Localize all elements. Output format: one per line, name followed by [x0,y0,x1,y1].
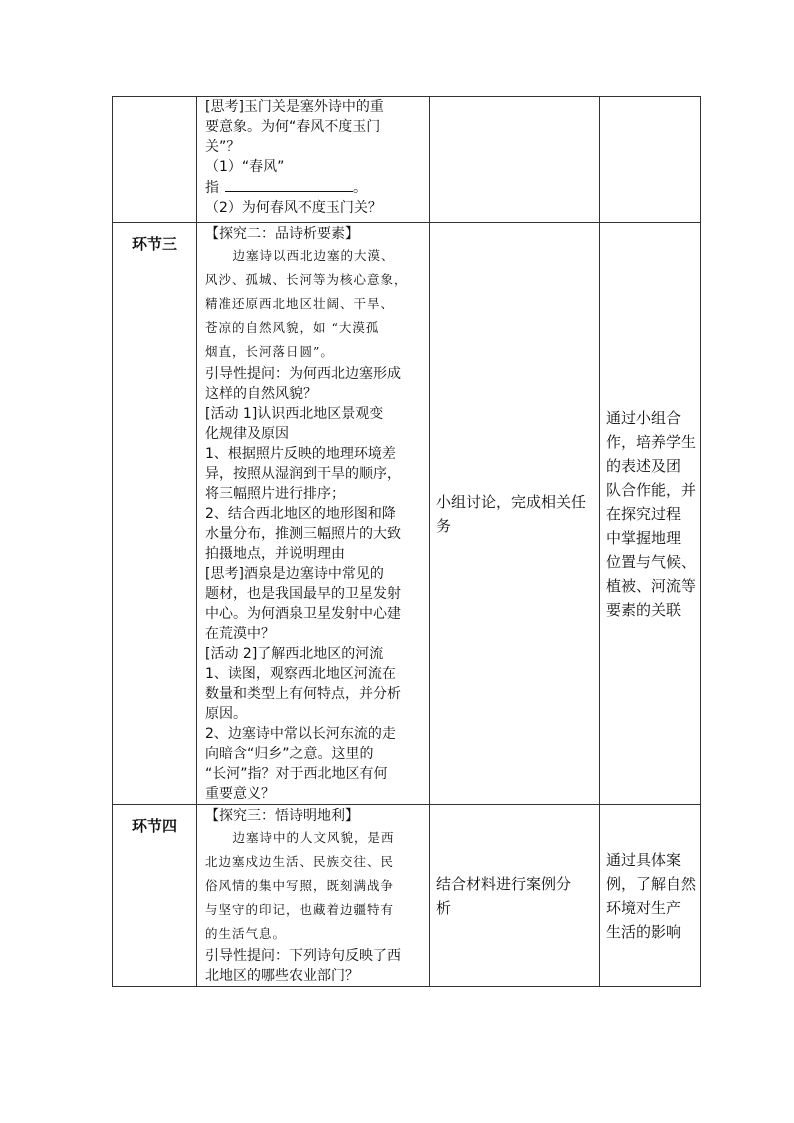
purpose-line: 环境对生产 [606,898,682,917]
purpose-line: 作，培养学生 [606,432,697,451]
poem-note-line: 边塞诗以西北边塞的大漠、 [232,248,395,263]
q1-zhi: 指 [205,180,219,196]
stage-cell [113,97,197,223]
purpose-line: 中掌握地理 [606,528,682,547]
lesson-plan-table [112,96,701,987]
purpose-line: 通过小组合 [606,408,682,427]
purpose-line: 例，了解自然 [606,874,697,893]
q1-answer-line [197,177,429,198]
purpose-line: 通过具体案 [606,850,682,869]
text-line: 向暗含“归乡”之意。这里的 [205,746,374,762]
text-line: 异，按照从湿润到干旱的顺序， [205,466,401,482]
text-line: “长河”指？对于西北地区有何 [205,766,388,782]
content-cell [197,97,430,223]
poem-note-line: 苍凉的自然风貌，如 “大漠孤 [205,320,380,335]
text-line: 水量分布，推测三幅照片的大致 [205,526,401,542]
content-cell [197,805,430,987]
text-line: 北地区的哪些农业部门？ [205,968,359,984]
student-activity-cell [430,223,600,805]
text-line: 化规律及原因 [205,426,289,442]
stage-label: 环节四 [113,805,197,987]
text-line: 引导性提问：下列诗句反映了西 [205,948,401,964]
q2: （2）为何春风不度玉门关？ [205,200,382,216]
text-line: 将三幅照片进行排序； [205,486,345,502]
student-activity-line: 结合材料进行案例分 [436,874,572,893]
purpose-line: 队合作能，并 [606,480,697,499]
poem-note-line: 的生活气息。 [205,926,287,941]
content-cell [197,223,430,805]
text-line: [思考]酒泉是边塞诗中常见的 [205,566,384,582]
purpose-line: 在探究过程 [606,504,682,523]
poem-note-line: 边塞诗中的人文风貌，是西 [232,830,395,845]
text-line: [活动 1]认识西北地区景观变 [205,406,384,422]
poem-note-line: 烟直，长河落日圆”。 [205,344,334,359]
design-purpose-cell [600,97,701,223]
student-activity-line: 务 [436,516,452,535]
poem-note-line: 风沙、孤城、长河等为核心意象， [205,272,408,287]
text-line: [活动 2]了解西北地区的河流 [205,646,384,662]
purpose-line: 生活的影响 [606,922,682,941]
poem-note-line: 北边塞戍边生活、民族交往、民 [205,854,395,869]
poem-note-line: 与坚守的印记，也藏着边疆特有 [205,902,395,917]
table-row [113,223,701,805]
text-line: 原因。 [205,706,247,722]
text-line: 中心。为何酒泉卫星发射中心建 [205,606,401,622]
text-line: 1、读图，观察西北地区河流在 [205,666,396,682]
student-activity-cell [430,805,600,987]
text-line: 这样的自然风貌？ [205,386,317,402]
student-activity-line: 析 [436,898,452,917]
text-line: 在荒漠中？ [205,626,275,642]
text-line: 2、结合西北地区的地形图和降 [205,506,396,522]
stage-label: 环节三 [113,223,197,805]
answer-blank[interactable] [225,177,353,192]
text-line: 题材，也是我国最早的卫星发射 [205,586,401,602]
think-line: 关”？ [205,139,241,155]
section-heading: 【探究二：品诗析要素】 [205,226,359,242]
text-line: 重要意义？ [205,786,275,802]
student-activity-line: 小组讨论，完成相关任 [436,492,587,511]
table-row [113,805,701,987]
text-line: 引导性提问：为何西北边塞形成 [205,366,401,382]
section-heading: 【探究三：悟诗明地利】 [205,808,359,824]
text-line: 2、边塞诗中常以长河东流的走 [205,726,396,742]
q1-end: 。 [353,180,367,196]
text-line: 1、根据照片反映的地理环境差 [205,446,396,462]
think-line: [思考]玉门关是塞外诗中的重 [205,99,384,115]
table-row [113,97,701,223]
design-purpose-cell [600,223,701,805]
student-activity-cell [430,97,600,223]
purpose-line: 植被、河流等 [606,576,697,595]
text-line: 拍摄地点，并说明理由 [205,546,345,562]
design-purpose-cell [600,805,701,987]
poem-note-line: 俗风情的集中写照，既刻满战争 [205,878,395,893]
q1-label: （1）“春风” [205,159,285,175]
purpose-line: 要素的关联 [606,600,682,619]
poem-note-line: 精准还原西北地区壮阔、干旱、 [205,296,395,311]
text-line: 数量和类型上有何特点，并分析 [205,686,401,702]
purpose-line: 的表述及团 [606,456,682,475]
think-line: 要意象。为何“春风不度玉门 [205,119,381,135]
purpose-line: 位置与气候、 [606,552,697,571]
